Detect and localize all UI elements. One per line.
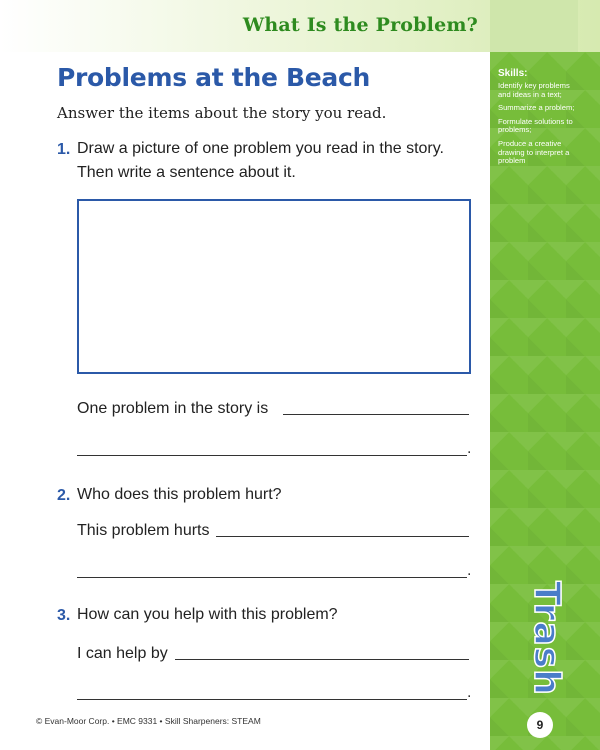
- line-period: .: [467, 562, 472, 579]
- answer-line[interactable]: [77, 455, 467, 456]
- question-2-number: 2.: [57, 487, 71, 504]
- drawing-box[interactable]: [77, 199, 471, 374]
- question-3-prompt: I can help by: [77, 645, 168, 662]
- sidebar-top-strip: [490, 0, 578, 52]
- question-1-text-line1: Draw a picture of one problem you read in the story.: [77, 140, 444, 157]
- section-tab: [516, 578, 576, 698]
- answer-line[interactable]: [77, 699, 467, 700]
- skill-item: Produce a creative drawing to interpret a problem: [498, 138, 570, 166]
- question-2-prompt: This problem hurts: [77, 522, 210, 539]
- skill-item: Formulate solutions to problems;: [498, 116, 573, 135]
- question-3-number: 3.: [57, 607, 71, 624]
- section-tab-label: Trash: [525, 580, 567, 696]
- section-header-title: What Is the Problem?: [242, 14, 478, 36]
- question-1-number: 1.: [57, 141, 71, 158]
- instructions: Answer the items about the story you read.: [57, 104, 387, 122]
- skill-item: Summarize a problem;: [498, 103, 575, 113]
- answer-line[interactable]: [216, 536, 469, 537]
- page-title: Problems at the Beach: [57, 63, 371, 92]
- skills-panel: [498, 68, 576, 171]
- answer-line[interactable]: [77, 577, 467, 578]
- page-number: 9: [527, 712, 553, 738]
- question-3-text: How can you help with this problem?: [77, 606, 338, 623]
- question-1-text-line2: Then write a sentence about it.: [77, 164, 296, 181]
- answer-line[interactable]: [283, 414, 469, 415]
- skills-heading: Skills:: [498, 68, 528, 79]
- skill-item: Identify key problems and ideas in a text;: [498, 81, 570, 99]
- answer-line[interactable]: [175, 659, 469, 660]
- question-1-prompt: One problem in the story is: [77, 400, 269, 417]
- question-2-text: Who does this problem hurt?: [77, 486, 282, 503]
- line-period: .: [467, 440, 472, 457]
- line-period: .: [467, 684, 472, 701]
- footer-copyright: © Evan-Moor Corp. • EMC 9331 • Skill Sharpeners: STEAM: [36, 716, 261, 726]
